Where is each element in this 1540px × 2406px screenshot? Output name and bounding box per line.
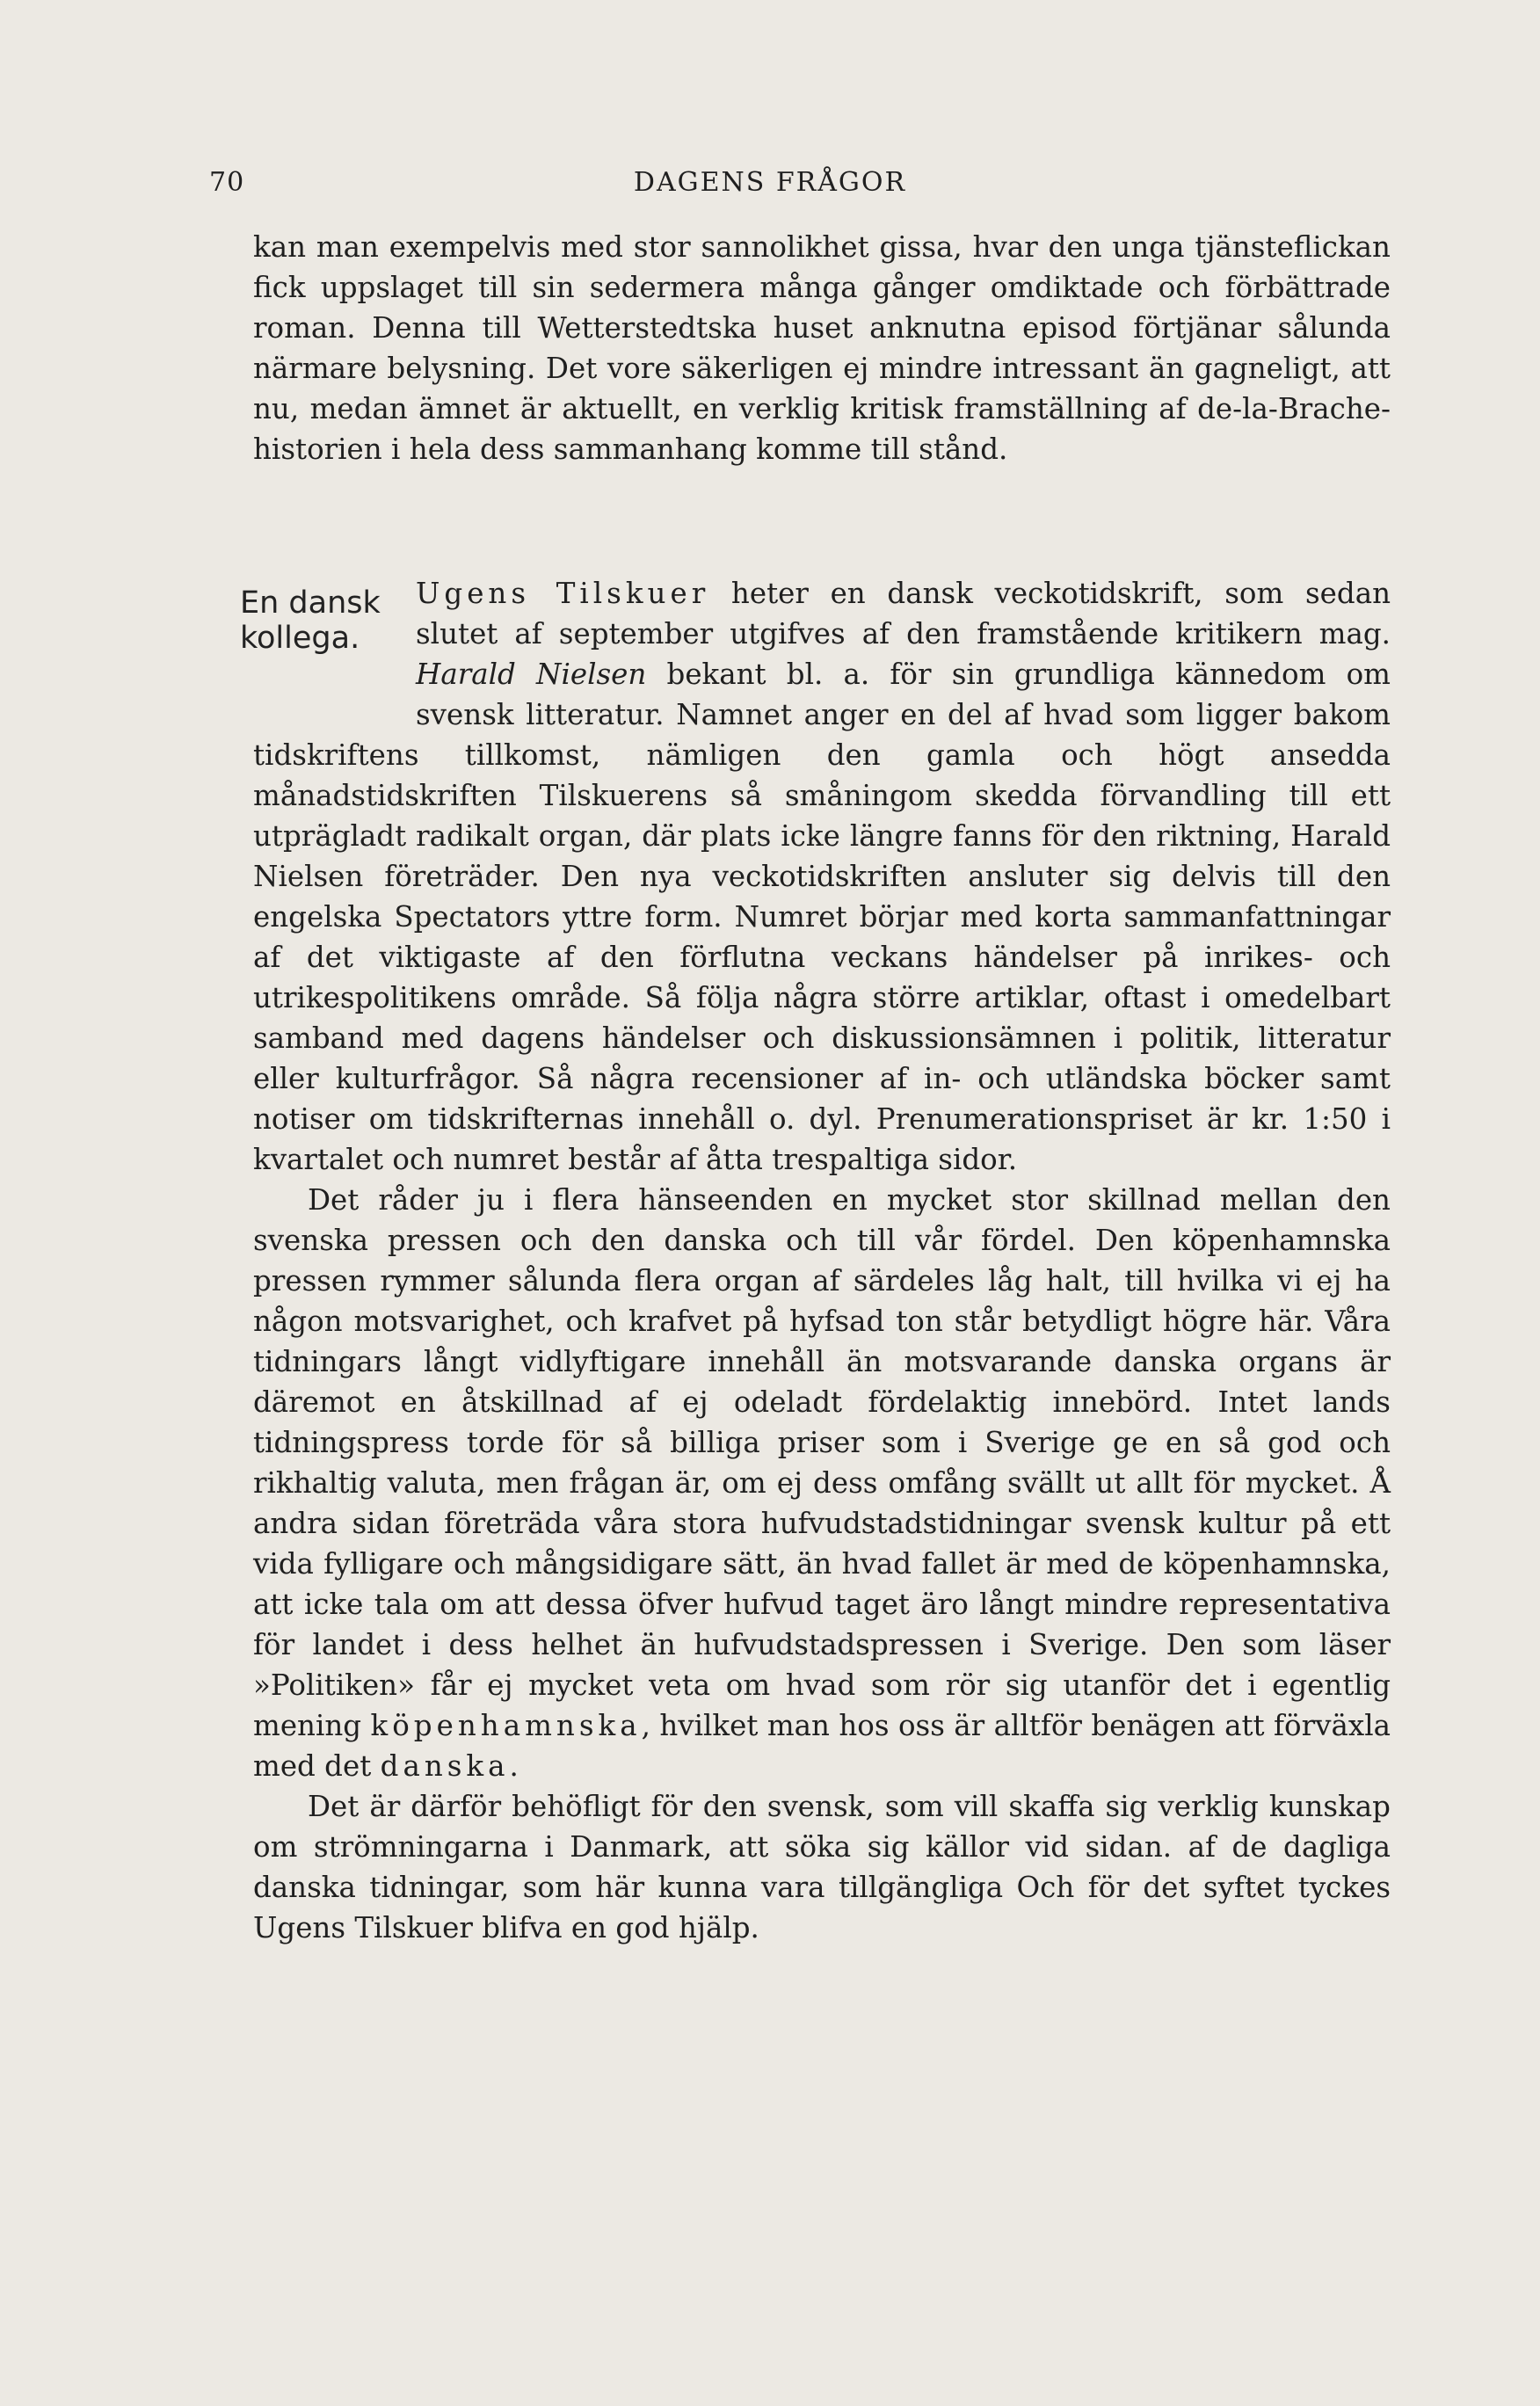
intro-block [253, 227, 1391, 469]
section-paragraph-3: Det är därför behöfligt för den svensk, som vill skaffa sig verklig kunskap om strömningarna i Danmark, att söka sig källor vid sidan. af de dagliga danska tidningar, som här kunna vara tillgängliga Och för det syftet tyckes Ugens Tilskuer blifva en god hjälp. [253, 1790, 1391, 1944]
side-note-line-2: kollega. [240, 621, 360, 656]
section-paragraph-2 [253, 1180, 1391, 1786]
p2-spaced-word-2: danska [380, 1749, 510, 1783]
page-number: 70 [209, 167, 245, 198]
side-note [240, 573, 416, 716]
side-note-line-1: En dansk [240, 585, 381, 621]
periodical-title: Ugens Tilskuer [416, 577, 710, 610]
p2-text-b: , hvilket man hos oss är alltför benägen att förväxla med det [253, 1709, 1391, 1783]
running-title: DAGENS FRÅGOR [633, 167, 907, 198]
person-name: Harald Nielsen [416, 658, 647, 691]
section-block [240, 573, 1391, 1948]
p1-text-a: heter en dansk veckotidskrift, som sedan slutet af september utgifves af den framstående kritikern mag. [416, 577, 1391, 651]
p1-text-b: bekant bl. a. för sin grundliga kännedom om svensk litteratur. Namnet anger en del af hvad som ligger bakom tidskriftens tillkomst, nämligen den gamla och högt ansedda månadstidskriften Tilskuerens så småningom skedda förvandling till ett utprägladt radikalt organ, där plats icke längre fanns för den riktning, Harald Nielsen företräder. Den nya veckotidskriften ansluter sig delvis till den engelska Spectators yttre form. Numret börjar med korta sammanfattningar af det viktigaste af den förflutna veckans händelser på inrikes- och utrikespolitikens område. Så följa några större artiklar, oftast i omedelbart samband med dagens händelser och diskussionsämnen i politik, litteratur eller kulturfrågor. Så några recensioner af in- och utländska böcker samt notiser om tidskrifternas innehåll o. dyl. Prenumerationspriset är kr. 1:50 i kvartalet och numret består af åtta trespaltiga sidor. [253, 658, 1391, 1176]
intro-paragraph: kan man exempelvis med stor sannolikhet gissa, hvar den unga tjänsteflickan fick uppslaget till sin sedermera många gånger omdiktade och förbättrade roman. Denna till Wetterstedtska huset anknutna episod förtjänar sålunda närmare belysning. Det vore säkerligen ej mindre intressant än gagneligt, att nu, medan ämnet är aktuellt, en verklig kritisk framställning af de-la-Brache-historien i hela dess sammanhang komme till stånd. [253, 230, 1391, 466]
p2-text-a: Det råder ju i flera hänseenden en mycket stor skillnad mellan den svenska pressen och den danska och till vår fördel. Den köpenhamnska pressen rymmer sålunda flera organ af särdeles låg halt, till hvilka vi ej ha någon motsvarighet, och krafvet på hyfsad ton står betydligt högre här. Våra tidningars långt vidlyftigare innehåll än motsvarande danska organs är däremot en åtskillnad af ej odeladt fördelaktig innebörd. Intet lands tidningspress torde för så billiga priser som i Sverige ge en så god och rikhaltig valuta, men frågan är, om ej dess omfång svällt ut allt för mycket. Å andra sidan företräda våra stora hufvudstadstidningar svensk kultur på ett vida fylligare och mångsidigare sätt, än hvad fallet är med de köpenhamnska, att icke tala om att dessa öfver hufvud taget äro långt mindre representativa för landet i dess helhet än hufvudstadspressen i Sverige. Den som läser »Politiken» får ej mycket veta om hvad som rör sig utanför det i egentlig mening [253, 1183, 1391, 1742]
p2-text-c: . [509, 1749, 519, 1783]
p2-spaced-word-1: köpenhamnska [370, 1709, 642, 1742]
section-paragraph-1 [253, 573, 1391, 1180]
